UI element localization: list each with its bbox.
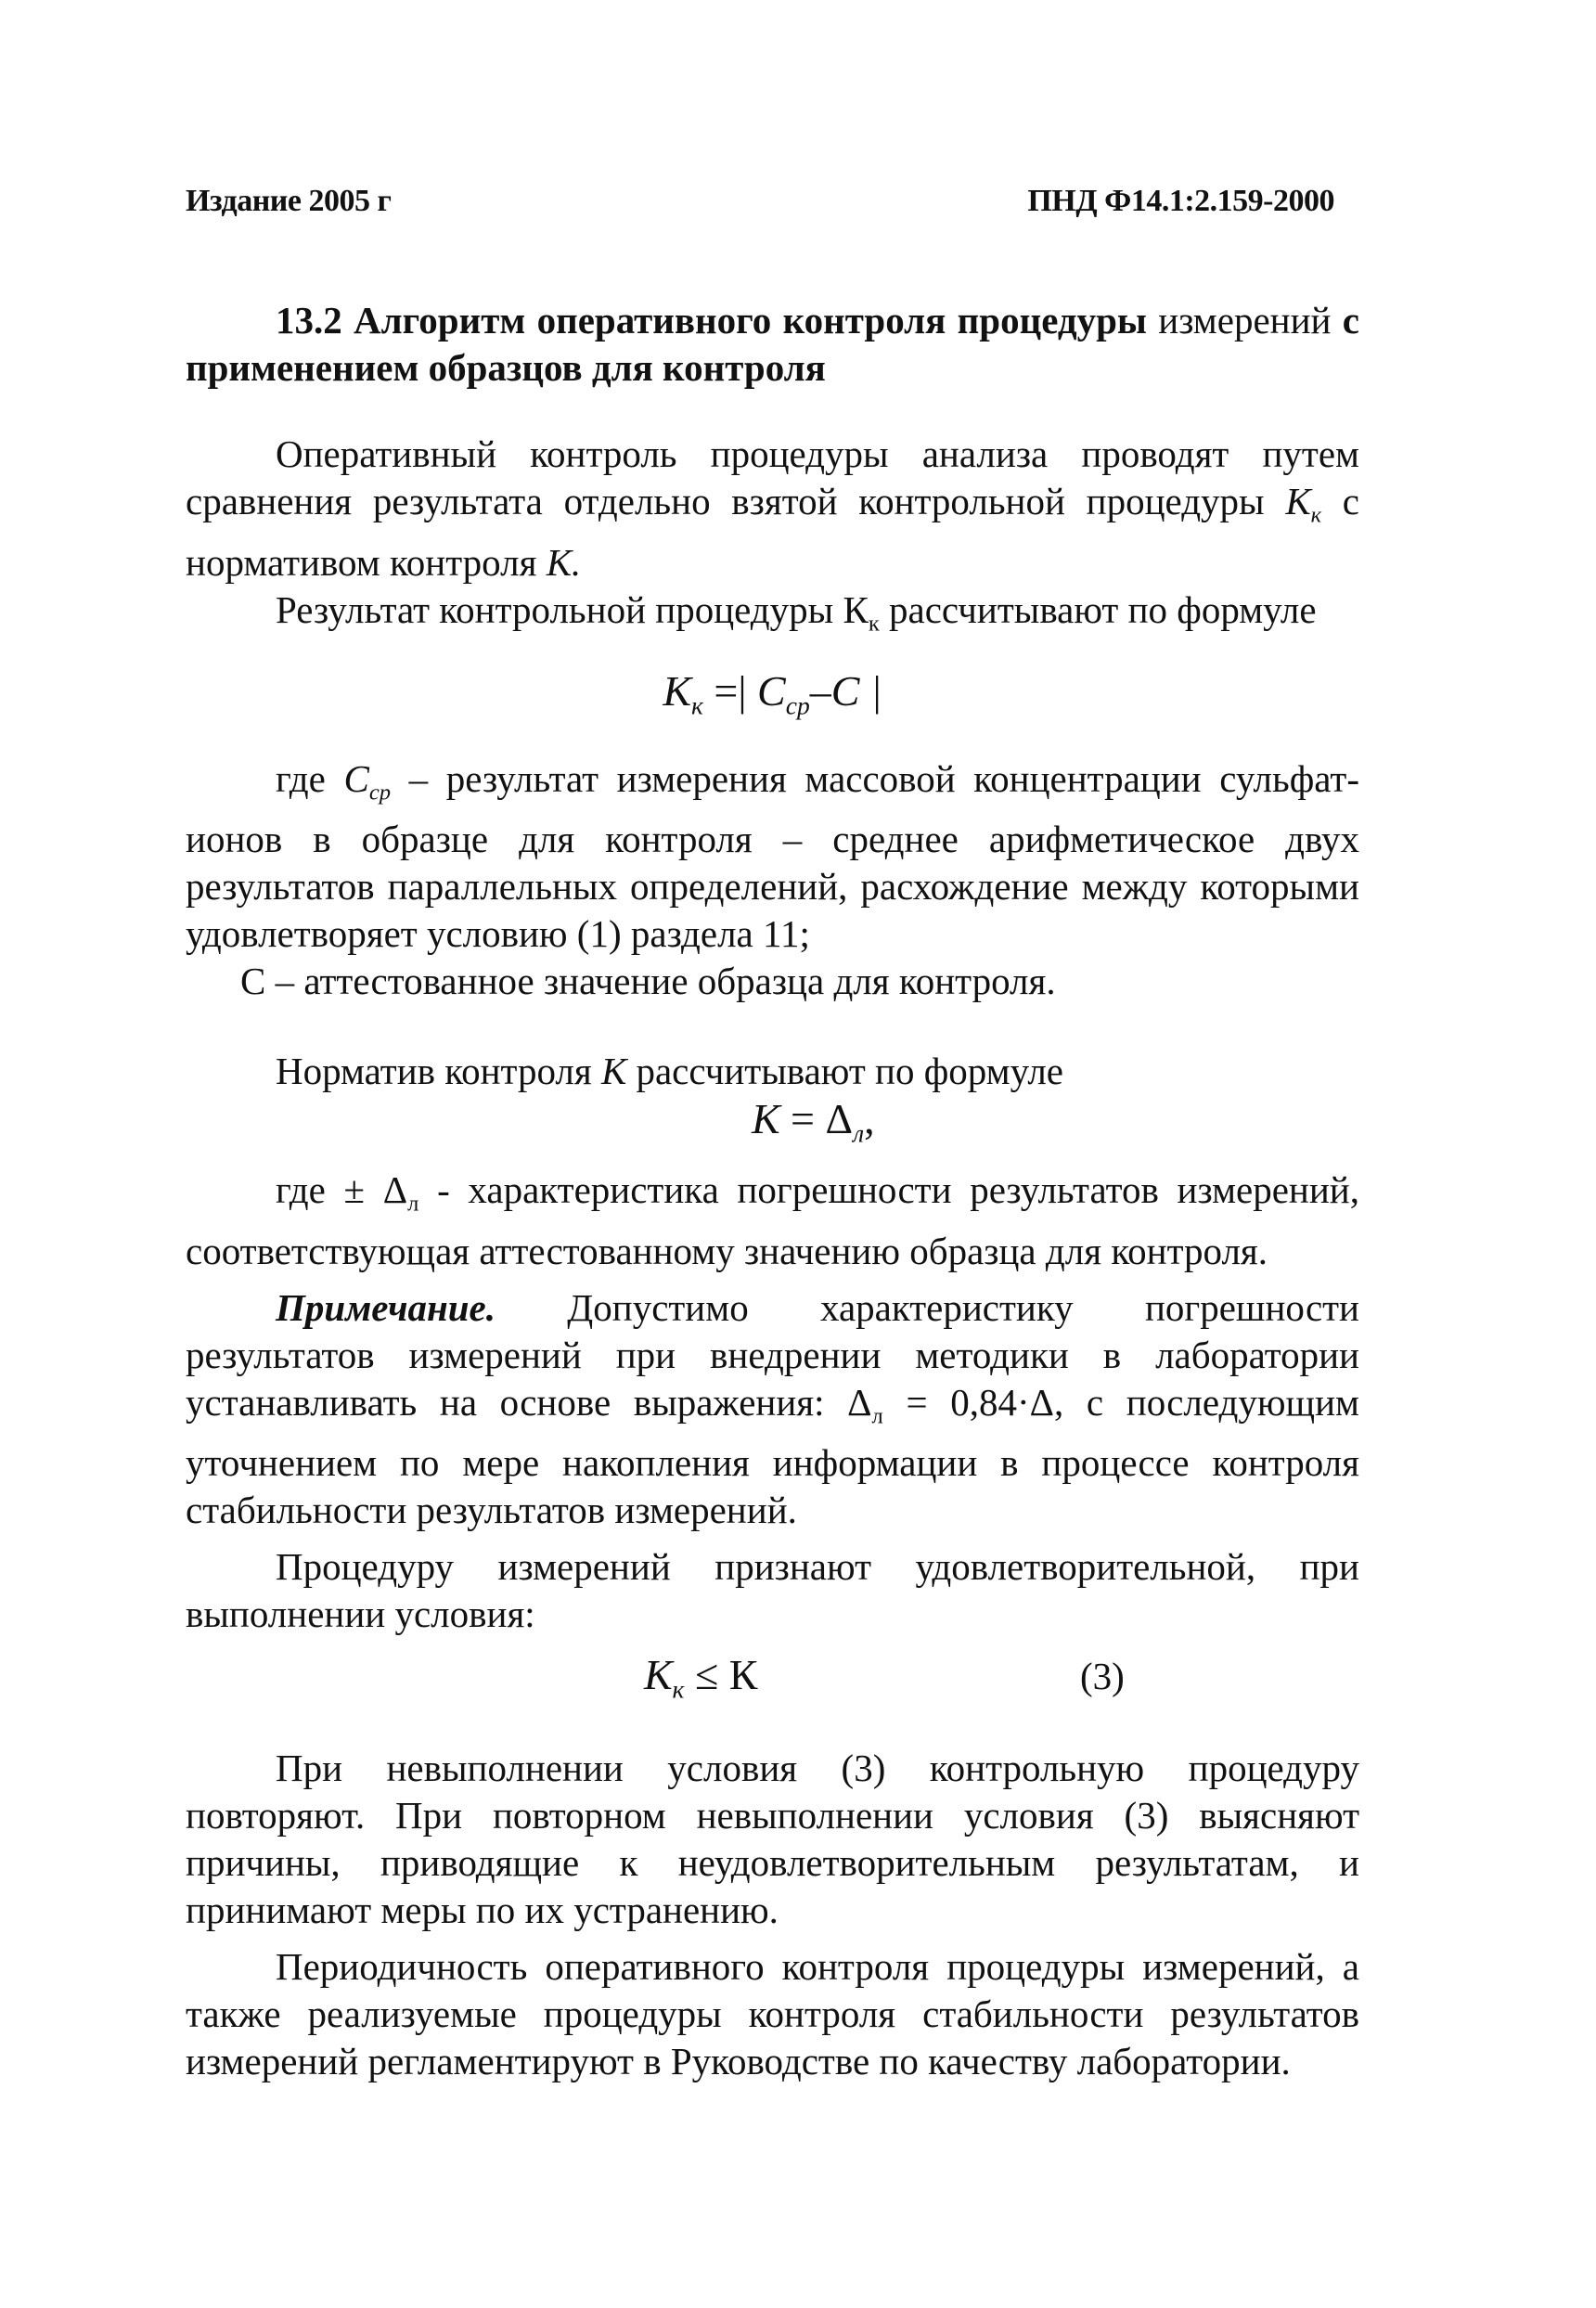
formula-kk: $К_к$ =| $С_{ср}-С$ | bbox=[663, 667, 882, 720]
section-heading-normal: измерений bbox=[1158, 299, 1332, 342]
paragraph-5: Норматив контроля К рассчитывают по формуле bbox=[276, 1050, 1063, 1093]
condition-expression: $К_к \le К$ bbox=[644, 1651, 758, 1705]
paragraph-8: При невыполнении условия (3) контрольную процедуру повторяют. При повторном невыполнении условия (3) выясняют причины, приводящие к неудовлетворительным результатам, и принимают меры по их устранению. bbox=[186, 1747, 1359, 1932]
paragraph-9: Периодичность оперативного контроля процедуры измерений, а также реализуемые процедуры контроля стабильности результатов измерений регламентируют в Руководстве по качеству лаборатории. bbox=[186, 1945, 1359, 2083]
section-heading-bold-2: с применением образцов для контроля bbox=[186, 299, 1359, 389]
kk-symbol: $К_к$ bbox=[1285, 480, 1322, 528]
p1-mid: с нормативом контроля bbox=[186, 480, 1359, 584]
note-paragraph: Примечание. Допустимо характеристику погрешности результатов измерений при внедрении методики в лаборатории устанавливать на основе выражения: $\Delta_л = 0,84\cdot\Delta$, с последующим уточнением по мере накопления информации в процессе контроля стабильности результатов измерений. bbox=[186, 1285, 1359, 1532]
document-code: ПНД Ф14.1:2.159-2000 bbox=[1027, 184, 1334, 218]
section-heading-bold: 13.2 Алгоритм оперативного контроля процедуры bbox=[276, 299, 1147, 342]
k-symbol: К. bbox=[546, 540, 582, 584]
document-body bbox=[186, 297, 1359, 2085]
section-heading bbox=[186, 297, 1359, 392]
equation-number: (3) bbox=[1080, 1655, 1125, 1698]
p1-text: Оперативный контроль процедуры анализа проводят путем сравнения результата отдельно взятой контрольной процедуры bbox=[186, 432, 1359, 522]
paragraph-3: где $С_{ср}$ – результат измерения массовой концентрации сульфат-ионов в образце для контроля – среднее арифметическое двух результатов параллельных определений, расхождение между которыми удовлетворяет условию (1) раздела 11; bbox=[186, 756, 1359, 956]
paragraph-6: где ± $\Delta_л$ - характеристика погрешности результатов измерений, соответствующая аттестованному значению образца для контроля. bbox=[186, 1168, 1359, 1272]
formula-k: $К = \Delta_л$, bbox=[752, 1095, 875, 1149]
edition-label: Издание 2005 г bbox=[186, 184, 392, 218]
paragraph-7: Процедуру измерений признают удовлетворительной, при выполнении условия: bbox=[186, 1545, 1359, 1636]
formula-condition bbox=[186, 1651, 1359, 1713]
paragraph-4: С – аттестованное значение образца для контроля. bbox=[240, 960, 1056, 1003]
note-label: Примечание. bbox=[276, 1285, 496, 1329]
paragraph-1 bbox=[186, 431, 1359, 587]
paragraph-2: Результат контрольной процедуры $К_к$ рассчитывают по формуле bbox=[276, 587, 1317, 637]
